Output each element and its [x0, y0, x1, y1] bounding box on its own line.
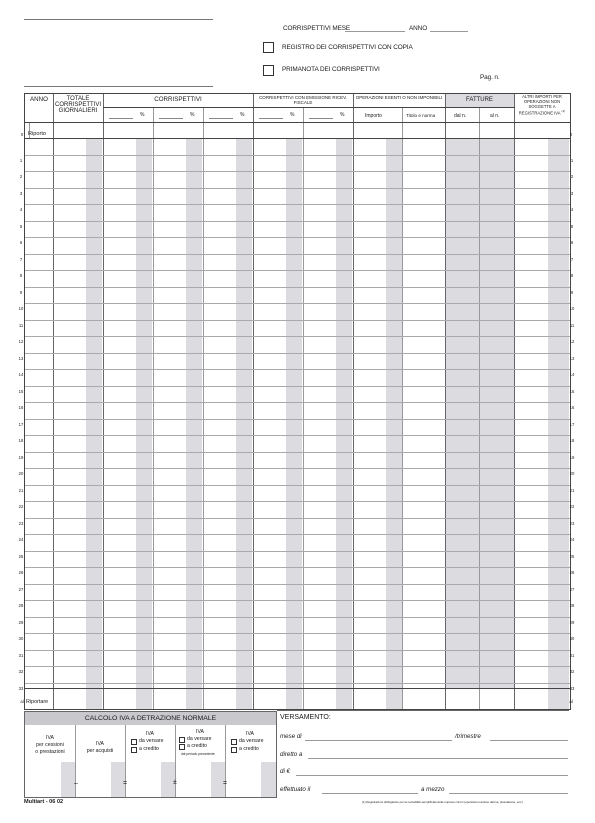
- row-line: [25, 270, 570, 271]
- versamento-top-rule: [277, 710, 569, 711]
- sub-div: [203, 107, 204, 709]
- pct-line: [109, 118, 133, 119]
- row-line: [25, 551, 570, 552]
- row-line: [25, 584, 570, 585]
- calc-c1-line1: IVA: [46, 735, 54, 741]
- row-line: [25, 287, 570, 288]
- a-mezzo-label: a mezzo: [421, 786, 445, 793]
- calc-c2-line2: per acquisti: [86, 748, 114, 754]
- calc-c3-line1: IVA: [146, 731, 154, 737]
- row-number-right: 4: [570, 207, 574, 212]
- row-number-right: 10: [569, 306, 575, 311]
- calc-c4-opt2: a credito: [187, 743, 207, 749]
- riportare-sep: [25, 688, 570, 689]
- row-line: [25, 650, 570, 651]
- calc-equals-1: =: [123, 780, 128, 787]
- calc-c1-line3: o prestazioni: [35, 749, 65, 755]
- calc-c2-line1: IVA: [96, 741, 104, 747]
- sub-div: [153, 107, 154, 709]
- col-anno-header: ANNO: [30, 96, 48, 103]
- calc-c5-opt2: a credito: [239, 746, 259, 752]
- row-number-right: 31: [569, 652, 575, 658]
- calc-c5-versare-checkbox[interactable]: [231, 739, 237, 745]
- row-number-left: 9: [19, 289, 23, 295]
- row-number-right: 28: [569, 603, 575, 608]
- sub-div: [479, 107, 480, 709]
- shade-c1: [136, 138, 152, 709]
- row-number-right: 15: [569, 388, 575, 394]
- registro-label: REGISTRO DEI CORRISPETTIVI CON COPIA: [282, 44, 413, 51]
- row-number-left: 12: [18, 339, 24, 344]
- shade-r1: [286, 138, 302, 709]
- row-number-left: 23: [18, 520, 24, 526]
- row-number-left: 25: [18, 553, 24, 559]
- corrispettivi-mese-label: CORRISPETTIVI MESE: [283, 25, 351, 32]
- versamento-title: VERSAMENTO:: [280, 714, 331, 721]
- row-number-zero-right: 0: [569, 132, 573, 137]
- calc-c1-line2: per cessioni: [36, 742, 64, 748]
- calc-c3-versare-checkbox[interactable]: [131, 739, 137, 745]
- row-number-left: 22: [18, 504, 24, 509]
- row-line: [25, 419, 570, 420]
- row-line: [25, 501, 570, 502]
- calc-c4-versare-checkbox[interactable]: [179, 737, 185, 743]
- row-number-left: 1: [19, 157, 23, 163]
- row-number-left: 33: [18, 685, 24, 691]
- row-number-left: 26: [18, 570, 24, 575]
- row-number-right: 16: [569, 405, 575, 410]
- row-number-right: 27: [569, 586, 575, 592]
- row-line: [25, 254, 570, 255]
- shade-altri: [548, 138, 569, 709]
- pct-label: %: [140, 112, 145, 118]
- row-number-right: 20: [569, 471, 575, 476]
- row-number-right: 5: [570, 223, 574, 229]
- diretto-a-label: diretto a: [280, 751, 303, 758]
- row-line: [25, 402, 570, 403]
- row-line: [25, 567, 570, 568]
- hdr-sep1: [103, 107, 515, 108]
- row-number-left: 20: [18, 471, 24, 476]
- row-number-right: 11: [569, 322, 575, 328]
- row-number-right: 33: [569, 685, 575, 691]
- row-number-left: 30: [18, 636, 24, 641]
- row-line: [25, 683, 570, 684]
- row-line: [25, 353, 570, 354]
- row-number-right: 21: [569, 487, 575, 493]
- row-number-left: 18: [18, 438, 24, 443]
- shade-r2: [336, 138, 352, 709]
- pct-line: [309, 118, 333, 119]
- pct-label: %: [190, 112, 195, 118]
- row-number-right: 13: [569, 355, 575, 361]
- row-line: [25, 468, 570, 469]
- row-number-right: 29: [569, 619, 575, 625]
- al-header: al n.: [490, 113, 500, 119]
- calc-c3-opt2: a credito: [139, 746, 159, 752]
- row-number-left: 19: [18, 454, 24, 460]
- row-line: [25, 435, 570, 436]
- col-altri-footnote-marker: (1): [561, 109, 566, 114]
- row-line: [25, 518, 570, 519]
- calc-c3-credito-checkbox[interactable]: [131, 747, 137, 753]
- row-number-right: 30: [569, 636, 575, 641]
- calc-plusminus: ±: [173, 779, 177, 786]
- row-number-left: 16: [18, 405, 24, 410]
- row-line: [25, 336, 570, 337]
- row-line: [25, 633, 570, 634]
- row-line: [25, 320, 570, 321]
- row-line: [25, 188, 570, 189]
- row-number-right: 8: [570, 273, 574, 278]
- footer-code: Multiart - 06 02: [24, 799, 64, 805]
- importo-header: Importo: [365, 113, 382, 119]
- sub-div: [402, 107, 403, 709]
- calc-c5-credito-checkbox[interactable]: [231, 747, 237, 753]
- row-line: [25, 369, 570, 370]
- row-line: [25, 600, 570, 601]
- calc-c4-note: dal periodo precedente: [181, 752, 215, 756]
- col-operazioni-header: OPERAZIONI ESENTI O NON IMPONIBILI: [355, 95, 443, 100]
- row-line: [25, 386, 570, 387]
- calc-equals-2: =: [223, 780, 228, 787]
- row-number-left: 13: [18, 355, 24, 361]
- di-euro-field[interactable]: [296, 775, 568, 776]
- calc-c4-credito-checkbox[interactable]: [179, 744, 185, 750]
- row-number-left: 17: [18, 421, 24, 427]
- row-number-left: 7: [19, 256, 23, 262]
- row-number-right: 14: [569, 372, 575, 377]
- row-number-right: 1: [570, 157, 574, 163]
- calc-div: [175, 725, 176, 797]
- col-altri-label: ALTRI IMPORTI PER OPERAZIONI NON SOGGETTE A REGISTRAZIONE IVA: [518, 94, 562, 116]
- riportare-label: Riportare: [26, 699, 49, 705]
- row-number-al-right: al: [569, 699, 573, 704]
- trimestre-field[interactable]: [490, 740, 568, 741]
- di-euro-label: di €: [280, 768, 290, 775]
- trimestre-label: /trimestre: [455, 733, 481, 740]
- row-line: [25, 237, 570, 238]
- pct-label: %: [290, 112, 295, 118]
- row-line: [25, 666, 570, 667]
- mid-left-rule: [24, 86, 213, 87]
- row-line: [25, 617, 570, 618]
- row-number-right: 18: [569, 438, 575, 443]
- row-number-left: 6: [19, 240, 23, 245]
- primanota-label: PRIMANOTA DEI CORRISPETTIVI: [282, 66, 380, 73]
- row-number-right: 24: [569, 537, 575, 542]
- row-number-left: 21: [18, 487, 24, 493]
- row-number-right: 23: [569, 520, 575, 526]
- row-line: [25, 221, 570, 222]
- row-line: [25, 485, 570, 486]
- calcolo-title-bar: [25, 712, 276, 725]
- row-number-al-left: al: [20, 699, 24, 704]
- row-line: [25, 204, 570, 205]
- row-number-left: 4: [19, 207, 23, 212]
- dal-header: dal n.: [454, 113, 467, 119]
- mese-field[interactable]: [345, 31, 405, 32]
- col-corrispettivi-header: CORRISPETTIVI: [154, 96, 202, 103]
- effettuato-field[interactable]: [322, 793, 418, 794]
- row-number-right: 9: [570, 289, 574, 295]
- calc-c5-opt1: da versare: [239, 738, 264, 744]
- row-number-left: 11: [18, 322, 24, 328]
- row-number-zero-left: 0: [20, 132, 24, 137]
- calc-c3-opt1: da versare: [139, 738, 164, 744]
- row-number-left: 32: [18, 669, 24, 674]
- row-number-left: 15: [18, 388, 24, 394]
- row-number-left: 5: [19, 223, 23, 229]
- shade-c2: [186, 138, 202, 709]
- row-number-right: 17: [569, 421, 575, 427]
- calc-minus: –: [74, 780, 78, 787]
- col-ricevuta-header: CORRISPETTIVI CON EMISSIONE RICEV. FISCALE: [259, 95, 347, 105]
- anno-label: ANNO: [409, 25, 428, 32]
- row-number-left: 27: [18, 586, 24, 592]
- shade-totale: [86, 138, 102, 709]
- hdr-sep3: [25, 138, 570, 139]
- registro-checkbox[interactable]: [263, 42, 274, 53]
- col-totale-header: TOTALE CORRISPETTIVI GIORNALIERI: [55, 96, 102, 114]
- row-number-right: 19: [569, 454, 575, 460]
- calcolo-title: CALCOLO IVA A DETRAZIONE NORMALE: [84, 715, 217, 722]
- row-number-right: 26: [569, 570, 575, 575]
- mese-di-field[interactable]: [305, 740, 452, 741]
- row-number-right: 22: [569, 504, 575, 509]
- calc-c4-opt1: da versare: [187, 736, 212, 742]
- row-number-left: 14: [18, 372, 24, 377]
- corrispettivi-table: [24, 93, 571, 710]
- pct-line: [259, 118, 283, 119]
- col-altri-header: [515, 95, 569, 117]
- effettuato-label: effettuato il: [280, 786, 311, 793]
- calcolo-panel: [24, 711, 277, 798]
- footer-note: (1) Registrazioni obbligatorie per la contabilità semplificata delle imprese minori (operazioni escluse dal Iva, plusvalenze, ecc.): [362, 800, 524, 804]
- row-line: [25, 303, 570, 304]
- diretto-a-field[interactable]: [308, 758, 568, 759]
- a-mezzo-field[interactable]: [449, 793, 568, 794]
- mese-di-label: mese di: [280, 733, 302, 740]
- page-number-label: Pag. n.: [480, 74, 500, 81]
- sub-div: [303, 107, 304, 709]
- row-number-right: 32: [569, 669, 575, 674]
- riporto-label: Riporto: [28, 131, 47, 137]
- pct-label: %: [240, 112, 245, 118]
- row-number-left: 3: [19, 190, 23, 196]
- calc-c4-line1: IVA: [196, 729, 204, 735]
- row-number-left: 29: [18, 619, 24, 625]
- row-line: [25, 155, 570, 156]
- row-number-left: 28: [18, 603, 24, 608]
- calc-c5-line1: IVA: [246, 731, 254, 737]
- primanota-checkbox[interactable]: [263, 65, 274, 76]
- row-number-left: 2: [19, 174, 23, 179]
- row-number-right: 3: [570, 190, 574, 196]
- col-fatture-header: FATTURE: [466, 97, 493, 103]
- row-number-right: 12: [569, 339, 575, 344]
- pct-label: %: [340, 112, 345, 118]
- hdr-sep2: [25, 122, 570, 123]
- shade-importo: [386, 138, 402, 709]
- row-line: [25, 171, 570, 172]
- calc-shade: [261, 762, 276, 797]
- row-number-left: 10: [18, 306, 24, 311]
- anno-field[interactable]: [430, 31, 468, 32]
- row-number-right: 6: [570, 240, 574, 245]
- top-left-rule: [24, 19, 213, 20]
- shade-c3: [236, 138, 252, 709]
- row-number-right: 25: [569, 553, 575, 559]
- row-line: [25, 534, 570, 535]
- titolo-header: Titolo e norma: [406, 113, 436, 118]
- row-number-right: 7: [570, 256, 574, 262]
- row-line: [25, 452, 570, 453]
- pct-line: [209, 118, 233, 119]
- calc-shade: [61, 762, 75, 797]
- row-number-left: 24: [18, 537, 24, 542]
- pct-line: [159, 118, 183, 119]
- row-number-right: 2: [570, 174, 574, 179]
- row-number-left: 8: [19, 273, 23, 278]
- row-number-left: 31: [18, 652, 24, 658]
